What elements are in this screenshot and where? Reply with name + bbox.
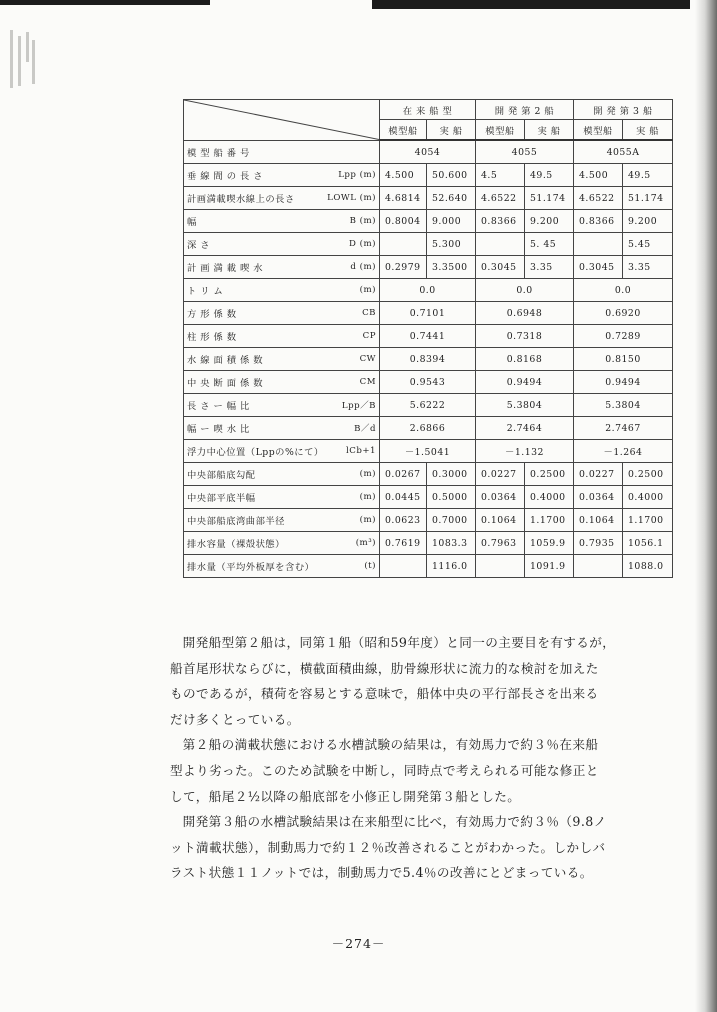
- value-cell: 0.6948: [476, 302, 574, 325]
- value-cell: 4.6522: [574, 187, 623, 210]
- row-label-cell: [184, 210, 380, 233]
- value-cell: 5.6222: [380, 394, 476, 417]
- row-label-cell: [184, 532, 380, 555]
- subheader-actual: 実 船: [427, 120, 476, 141]
- value-cell: [574, 233, 623, 256]
- row-label-cell: [184, 486, 380, 509]
- col-header-dev3: 開 発 第 3 船: [574, 100, 673, 120]
- subheader-model: 模型船: [476, 120, 525, 141]
- value-cell: 0.0227: [476, 463, 525, 486]
- row-label: ト リ ム: [187, 286, 224, 297]
- subheader-actual: 実 船: [525, 120, 574, 141]
- value-cell: 0.2979: [380, 256, 427, 279]
- row-label-cell: [184, 555, 380, 578]
- row-label-cell: [184, 509, 380, 532]
- row-label-cell: [184, 417, 380, 440]
- row-label-cell: [184, 302, 380, 325]
- value-cell: [574, 555, 623, 578]
- value-cell: 0.8394: [380, 348, 476, 371]
- table-row: [184, 348, 673, 371]
- value-cell: 5.3804: [476, 394, 574, 417]
- value-cell: 1056.1: [623, 532, 673, 555]
- table-row: [184, 256, 673, 279]
- table-row: [184, 164, 673, 187]
- value-cell: 1083.3: [427, 532, 476, 555]
- value-cell: 50.600: [427, 164, 476, 187]
- table-row: [184, 394, 673, 417]
- row-label-cell: [184, 394, 380, 417]
- row-unit: Lpp (m): [338, 170, 376, 180]
- table-row: [184, 463, 673, 486]
- value-cell: 0.7000: [427, 509, 476, 532]
- value-cell: 0.3000: [427, 463, 476, 486]
- table-row: [184, 187, 673, 210]
- value-cell: 0.0364: [574, 486, 623, 509]
- row-unit: LOWL (m): [327, 193, 376, 203]
- row-label: 計 画 満 載 喫 水: [187, 263, 264, 274]
- text-line: 船首尾形状ならびに，横截面積曲線，肋骨線形状に流力的な検討を加えた: [170, 660, 599, 676]
- value-cell: 0.4000: [525, 486, 574, 509]
- value-cell: 1059.9: [525, 532, 574, 555]
- value-cell: 3.35: [623, 256, 673, 279]
- value-cell: 49.5: [623, 164, 673, 187]
- row-unit: d (m): [350, 262, 376, 272]
- row-label: 中央部船底勾配: [187, 470, 256, 481]
- value-cell: [380, 555, 427, 578]
- value-cell: 5.3804: [574, 394, 673, 417]
- col-header-conventional: 在 来 船 型: [380, 100, 476, 120]
- table-row: [184, 210, 673, 233]
- value-cell: 0.2500: [525, 463, 574, 486]
- value-cell: 3.35: [525, 256, 574, 279]
- page-number: －274－: [331, 936, 386, 951]
- value-cell: 49.5: [525, 164, 574, 187]
- value-cell: 4.500: [380, 164, 427, 187]
- row-label: 方 形 係 数: [187, 309, 237, 320]
- row-unit: CB: [362, 308, 376, 318]
- row-unit: B／d: [354, 424, 376, 434]
- value-cell: 0.9543: [380, 371, 476, 394]
- value-cell: 9.200: [525, 210, 574, 233]
- text-line: 第２船の満載状態における水槽試験の結果は，有効馬力で約３％在来船: [182, 737, 599, 753]
- row-label: 模 型 船 番 号: [187, 147, 250, 159]
- value-cell: 0.6920: [574, 302, 673, 325]
- header-diagonal-cell: [184, 100, 380, 141]
- text-line: だけ多くとっている。: [170, 711, 300, 727]
- text-line: ット満載状態），制動馬力で約１２％改善されることがわかった。しかしバ: [170, 839, 606, 855]
- table-row: [184, 509, 673, 532]
- row-label-cell: [184, 164, 380, 187]
- row-unit: (m): [359, 469, 376, 479]
- value-cell: 4055: [476, 140, 574, 164]
- value-cell: 4055A: [574, 140, 673, 164]
- ship-spec-table: [183, 99, 673, 578]
- value-cell: 2.7467: [574, 417, 673, 440]
- value-cell: 51.174: [623, 187, 673, 210]
- value-cell: 4054: [380, 140, 476, 164]
- table-row: [184, 325, 673, 348]
- row-unit: lCb+1: [346, 446, 376, 456]
- row-unit: Lpp／B: [341, 401, 376, 411]
- paragraph: [170, 630, 690, 732]
- row-label: 水 線 面 積 係 数: [187, 355, 264, 366]
- value-cell: 9.200: [623, 210, 673, 233]
- scan-edge-top: [0, 0, 210, 5]
- row-label-cell: [184, 140, 380, 164]
- value-cell: 0.5000: [427, 486, 476, 509]
- text-line: ものであるが，積荷を容易とする意味で，船体中央の平行部長さを出来る: [170, 686, 599, 702]
- table-row: [184, 440, 673, 463]
- value-cell: 0.3045: [476, 256, 525, 279]
- row-unit: D (m): [349, 239, 376, 249]
- text-line: 開発第３船の水槽試験結果は在来船型に比べ，有効馬力で約３％（9.8ノ: [182, 814, 607, 830]
- value-cell: 0.1064: [574, 509, 623, 532]
- scan-edge-right: [695, 0, 717, 1012]
- scan-binding-mark: [8, 30, 42, 90]
- text-line: 型より劣った。このため試験を中断し，同時点で考えられる可能な修正と: [170, 762, 599, 778]
- subheader-actual: 実 船: [623, 120, 673, 141]
- row-label: 垂 線 間 の 長 さ: [187, 171, 264, 182]
- value-cell: 2.6866: [380, 417, 476, 440]
- paragraph: [170, 732, 690, 809]
- value-cell: 0.0364: [476, 486, 525, 509]
- table-row: [184, 279, 673, 302]
- body-text: [170, 630, 690, 886]
- value-cell: 0.4000: [623, 486, 673, 509]
- text-line: 開発船型第２船は，同第１船（昭和59年度）と同一の主要目を有するが，: [182, 635, 616, 650]
- row-label-cell: [184, 440, 380, 463]
- row-label: 幅: [187, 217, 197, 228]
- value-cell: [380, 233, 427, 256]
- row-label-cell: [184, 233, 380, 256]
- subheader-model: 模型船: [574, 120, 623, 141]
- row-unit: (t): [364, 561, 376, 571]
- value-cell: －1.5041: [380, 440, 476, 463]
- value-cell: 0.7963: [476, 532, 525, 555]
- value-cell: 1116.0: [427, 555, 476, 578]
- row-label-cell: [184, 325, 380, 348]
- value-cell: 5. 45: [525, 233, 574, 256]
- value-cell: 1.1700: [525, 509, 574, 532]
- value-cell: 0.9494: [574, 371, 673, 394]
- subheader-model: 模型船: [380, 120, 427, 141]
- value-cell: 0.0267: [380, 463, 427, 486]
- value-cell: 3.3500: [427, 256, 476, 279]
- row-label: 中央部平底半幅: [187, 493, 256, 504]
- value-cell: 0.3045: [574, 256, 623, 279]
- col-header-dev2: 開 発 第 2 船: [476, 100, 574, 120]
- value-cell: 0.0: [574, 279, 673, 302]
- value-cell: 0.0623: [380, 509, 427, 532]
- row-label: 排水容量（裸殻状態）: [187, 539, 285, 550]
- text-line: して，船尾２½以降の船底部を小修正し開発第３船とした。: [170, 788, 521, 804]
- row-label: 計画満載喫水線上の長さ: [187, 194, 295, 205]
- row-unit: CP: [362, 331, 376, 341]
- value-cell: 0.7289: [574, 325, 673, 348]
- table-row: [184, 555, 673, 578]
- text-line: ラスト状態１１ノットでは，制動馬力で5.4％の改善にとどまっている。: [170, 865, 593, 881]
- value-cell: 0.8004: [380, 210, 427, 233]
- row-label: 中 央 断 面 係 数: [187, 378, 264, 389]
- row-label: 中央部船底湾曲部半径: [187, 516, 285, 527]
- row-unit: (m): [359, 492, 376, 502]
- value-cell: 0.0: [476, 279, 574, 302]
- value-cell: 0.7935: [574, 532, 623, 555]
- value-cell: 4.6814: [380, 187, 427, 210]
- value-cell: 0.1064: [476, 509, 525, 532]
- table-row: [184, 140, 673, 164]
- value-cell: 0.7441: [380, 325, 476, 348]
- table-row: [184, 371, 673, 394]
- row-label-cell: [184, 256, 380, 279]
- value-cell: 51.174: [525, 187, 574, 210]
- row-unit: (m): [359, 515, 376, 525]
- table-row: [184, 233, 673, 256]
- value-cell: 2.7464: [476, 417, 574, 440]
- row-unit: (m): [359, 285, 376, 295]
- row-unit: CM: [359, 377, 376, 387]
- value-cell: 0.0: [380, 279, 476, 302]
- value-cell: 0.7619: [380, 532, 427, 555]
- row-label: 幅 ー 喫 水 比: [187, 424, 250, 435]
- value-cell: 0.0227: [574, 463, 623, 486]
- table-row: [184, 532, 673, 555]
- table-row: [184, 302, 673, 325]
- row-label-cell: [184, 187, 380, 210]
- row-unit: CW: [359, 354, 376, 364]
- value-cell: 0.8366: [476, 210, 525, 233]
- value-cell: 9.000: [427, 210, 476, 233]
- table-row: [184, 486, 673, 509]
- paragraph: [170, 809, 690, 886]
- value-cell: [476, 233, 525, 256]
- value-cell: 4.500: [574, 164, 623, 187]
- value-cell: 0.9494: [476, 371, 574, 394]
- value-cell: 4.6522: [476, 187, 525, 210]
- value-cell: 0.7318: [476, 325, 574, 348]
- row-label: 柱 形 係 数: [187, 332, 237, 343]
- value-cell: 52.640: [427, 187, 476, 210]
- scan-edge-top-right: [372, 0, 690, 9]
- row-label-cell: [184, 279, 380, 302]
- table-row: [184, 417, 673, 440]
- value-cell: 0.2500: [623, 463, 673, 486]
- value-cell: 0.8150: [574, 348, 673, 371]
- value-cell: 5.300: [427, 233, 476, 256]
- row-label: 排水量（平均外板厚を含む）: [187, 562, 315, 573]
- value-cell: 5.45: [623, 233, 673, 256]
- value-cell: 1091.9: [525, 555, 574, 578]
- value-cell: 1.1700: [623, 509, 673, 532]
- value-cell: －1.132: [476, 440, 574, 463]
- row-unit: B (m): [349, 216, 376, 226]
- value-cell: 1088.0: [623, 555, 673, 578]
- row-label: 長 さ ー 幅 比: [187, 401, 250, 412]
- row-label-cell: [184, 348, 380, 371]
- row-label: 深 さ: [187, 240, 211, 251]
- value-cell: 0.8366: [574, 210, 623, 233]
- value-cell: 0.8168: [476, 348, 574, 371]
- row-label: 浮力中心位置（Lppの%にて）: [187, 447, 324, 458]
- value-cell: 0.7101: [380, 302, 476, 325]
- value-cell: 0.0445: [380, 486, 427, 509]
- value-cell: 4.5: [476, 164, 525, 187]
- value-cell: －1.264: [574, 440, 673, 463]
- row-label-cell: [184, 371, 380, 394]
- row-unit: (m³): [355, 538, 376, 548]
- row-label-cell: [184, 463, 380, 486]
- value-cell: [476, 555, 525, 578]
